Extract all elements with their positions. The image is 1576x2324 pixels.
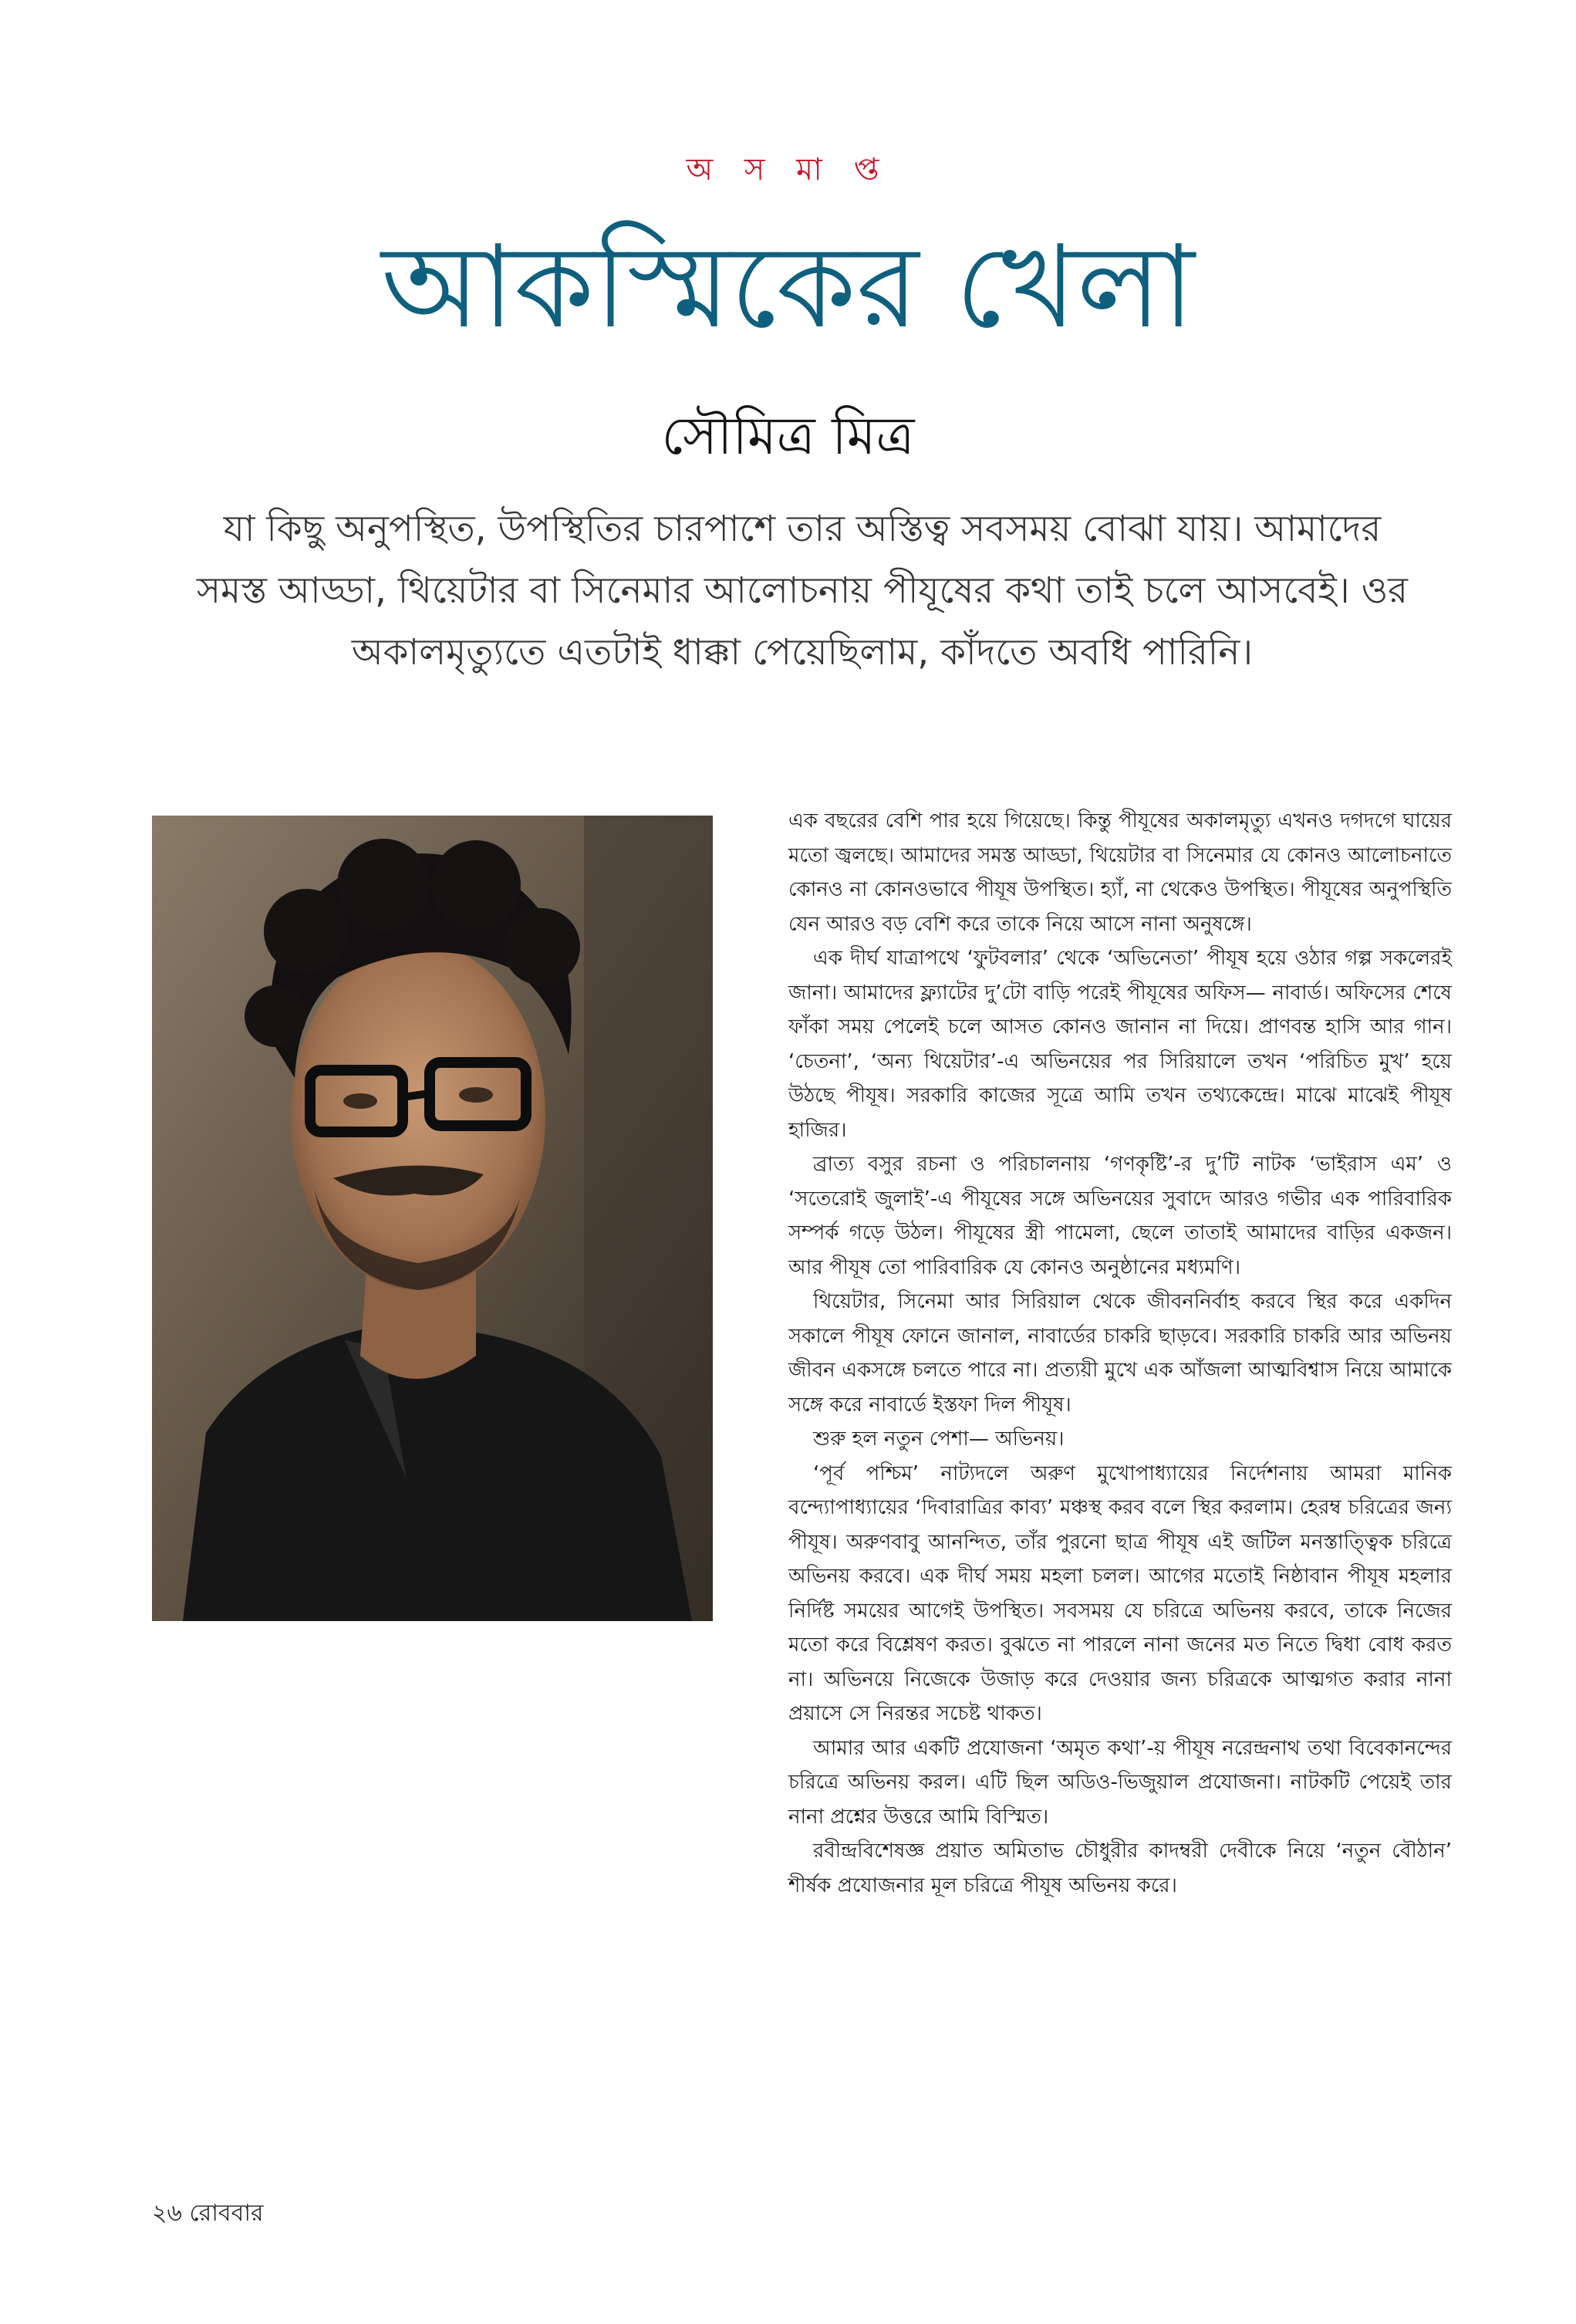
hair-curl xyxy=(337,839,430,931)
left-eye xyxy=(343,1093,377,1109)
body-paragraph: এক দীর্ঘ যাত্রাপথে ‘ফুটবলার’ থেকে ‘অভিনেতা’ পীযূষ হয়ে ওঠার গল্প সকলেরই জানা। আমাদের ফ্ল্যাটের দু’টো বাড়ি পরেই পীযূষের অফিস— নাবার্ড। অফিসের শেষে ফাঁকা সময় পেলেই চলে আসত কোনও জানান না দিয়ে। প্রাণবন্ত হাসি আর গান। ‘চেতনা’, ‘অন্য থিয়েটার’-এ অভিনয়ের পর সিরিয়ালে তখন ‘পরিচিত মুখ’ হয়ে উঠছে পীযূষ। সরকারি কাজের সূত্রে আমি তখন তথ্যকেন্দ্রে। মাঝে মাঝেই পীযূষ হাজির। xyxy=(788,947,1452,1142)
hair-curl xyxy=(503,908,580,985)
body-paragraph: এক বছরের বেশি পার হয়ে গিয়েছে। কিন্তু পীযূষের অকালমৃত্যু এখনও দগদগে ঘায়ের মতো জ্বলছে। আমাদের সমস্ত আড্ডা, থিয়েটার বা সিনেমার যে কোনও আলোচনাতে কোনও না কোনওভাবে পীযূষ উপস্থিত। হ্যাঁ, না থেকেও উপস্থিত। পীযূষের অনুপস্থিতি যেন আরও বড় বেশি করে তাকে নিয়ে আসে নানা অনুষঙ্গে। xyxy=(788,809,1452,936)
article-standfirst: যা কিছু অনুপস্থিত, উপস্থিতির চারপাশে তার অস্তিত্ব সবসময় বোঝা যায়। আমাদের সমস্ত আড্ডা, থিয়েটার বা সিনেমার আলোচনায় পীযূষের কথা তাই চলে আসবেই। ওর অকালমৃত্যুতে এতটাই ধাক্কা পেয়েছিলাম, কাঁদতে অবধি পারিনি। xyxy=(196,508,1409,674)
page-folio: ২৬ রোববার xyxy=(152,2200,264,2227)
body-paragraph: ব্রাত্য বসুর রচনা ও পরিচালনায় ‘গণকৃষ্টি’-র দু’টি নাটক ‘ভাইরাস এম’ ও ‘সতেরোই জুলাই’-এ পীযূষের সঙ্গে অভিনয়ের সুবাদে আরও গভীর এক পারিবারিক সম্পর্ক গড়ে উঠল। পীযূষের স্ত্রী পামেলা, ছেলে তাতাই আমাদের বাড়ির একজন। আর পীযূষ তো পারিবারিক যে কোনও অনুষ্ঠানের মধ্যমণি। xyxy=(788,1153,1452,1279)
author-byline: সৌমিত্র মিত্র xyxy=(661,406,915,467)
article-body xyxy=(788,804,1452,1903)
body-paragraph: থিয়েটার, সিনেমা আর সিরিয়াল থেকে জীবননির্বাহ করবে স্থির করে একদিন সকালে পীযূষ ফোনে জানাল, নাবার্ডের চাকরি ছাড়বে। সরকারি চাকরি আর অভিনয় জীবন একসঙ্গে চলতে পারে না। প্রত্যয়ী মুখে এক আঁজলা আত্মবিশ্বাস নিয়ে আমাকে সঙ্গে করে নাবার্ডে ইস্তফা দিল পীযূষ। xyxy=(788,1290,1452,1417)
hair-curl xyxy=(431,840,521,930)
body-paragraph: রবীন্দ্রবিশেষজ্ঞ প্রয়াত অমিতাভ চৌধুরীর কাদম্বরী দেবীকে নিয়ে ‘নতুন বৌঠান’ শীর্ষক প্রযোজনার মূল চরিত্রে পীযূষ অভিনয় করে। xyxy=(788,1839,1452,1897)
hair-curl xyxy=(245,985,306,1047)
portrait-photo xyxy=(152,816,713,1621)
body-paragraph: আমার আর একটি প্রযোজনা ‘অমৃত কথা’-য় পীযূষ নরেন্দ্রনাথ তথা বিবেকানন্দের চরিত্রে অভিনয় করল। এটি ছিল অডিও-ভিজুয়াল প্রযোজনা। নাটকটি পেয়েই তার নানা প্রশ্নের উত্তরে আমি বিস্মিত। xyxy=(788,1736,1452,1829)
right-eye xyxy=(459,1087,493,1103)
glasses-bridge xyxy=(403,1093,430,1097)
hair-curl xyxy=(264,889,349,974)
face xyxy=(291,943,545,1290)
article-title: আকস্মিকের খেলা xyxy=(381,221,1195,353)
portrait-illustration xyxy=(152,816,713,1621)
body-paragraph: শুরু হল নতুন পেশা— অভিনয়। xyxy=(813,1427,1065,1451)
section-kicker: অ স মা প্ত xyxy=(686,152,890,187)
body-paragraph: ‘পূর্ব পশ্চিম’ নাট্যদলে অরুণ মুখোপাধ্যায়ের নির্দেশনায় আমরা মানিক বন্দ্যোপাধ্যায়ের ‘দিবারাত্রির কাব্য’ মঞ্চস্থ করব বলে স্থির করলাম। হেরম্ব চরিত্রের জন্য পীযূষ। অরুণবাবু আনন্দিত, তাঁর পুরনো ছাত্র পীযূষ এই জটিল মনস্তাত্ত্বিক চরিত্রে অভিনয় করবে। এক দীর্ঘ সময় মহলা চলল। আগের মতোই নিষ্ঠাবান পীযূষ মহলার নির্দিষ্ট সময়ের আগেই উপস্থিত। সবসময় যে চরিত্রে অভিনয় করবে, তাকে নিজের মতো করে বিশ্লেষণ করত। বুঝতে না পারলে নানা জনের মত নিতে দ্বিধা বোধ করত না। অভিনয়ে নিজেকে উজাড় করে দেওয়ার জন্য চরিত্রকে আত্মগত করার নানা প্রয়াসে সে নিরন্তর সচেষ্ট থাকত। xyxy=(788,1461,1452,1725)
